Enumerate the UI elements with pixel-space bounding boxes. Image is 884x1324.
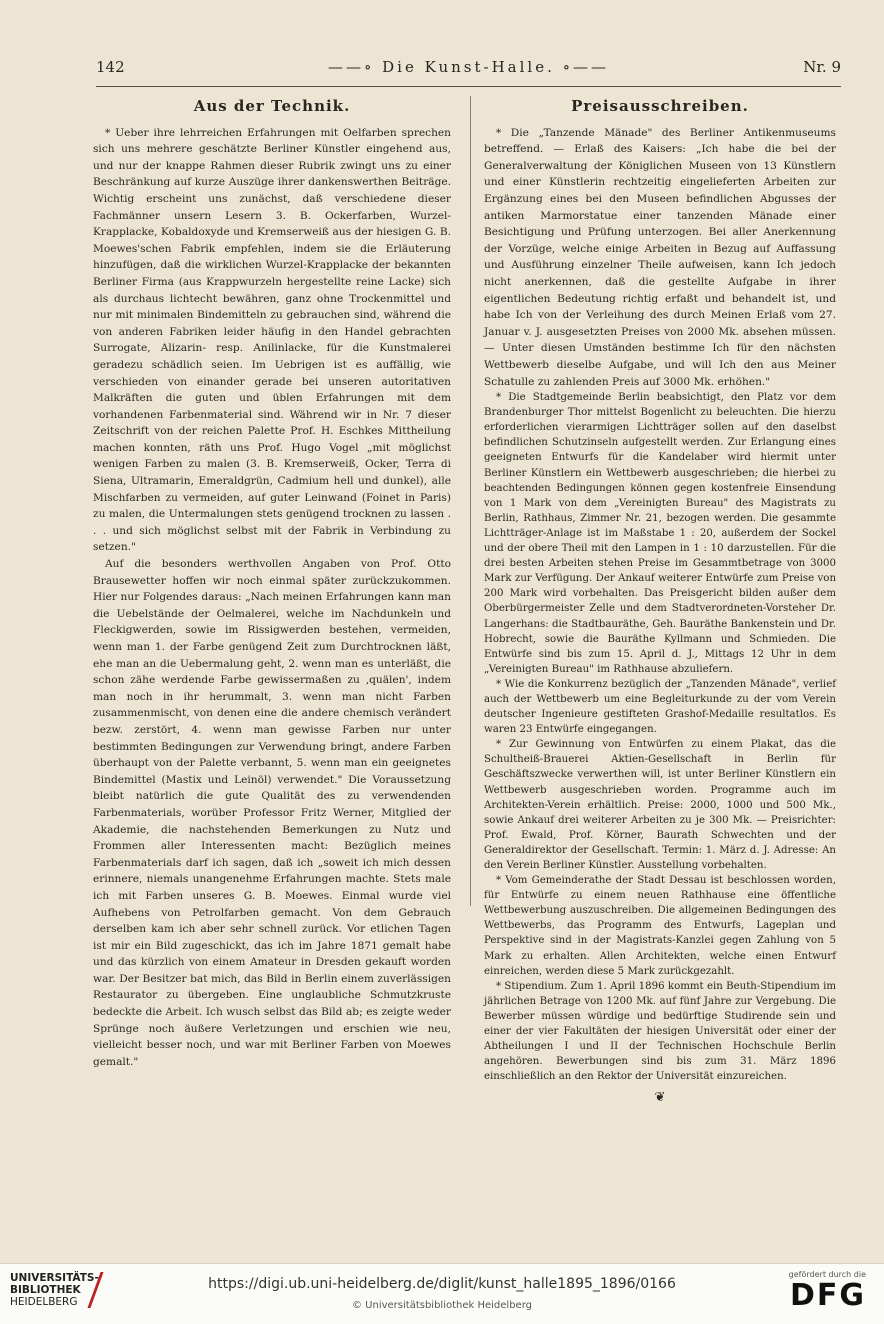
permalink-url[interactable]: https://digi.ub.uni-heidelberg.de/diglit/kunst_halle1895_1896/0166 bbox=[208, 1276, 676, 1292]
article-paragraph: * Ueber ihre lehrreichen Erfahrungen mit Oelfarben sprechen sich uns mehrere geschätzte Berliner Künstler eingehend aus, und nur der knappe Rahmen dieser Rubrik zwingt uns zu einer Beschränkung auf kurze Auszüge ihrer dankenswerthen Beiträge. Wichtig erscheint uns zunächst, daß verschiedene dieser Fachmänner unsern Lesern 3. B. Ockerfarben, Wurzel-Krapplacke, Kobaldoxyde und Kremserweiß aus der hiesigen G. B. Moewes'schen Fabrik empfehlen, indem sie die Erläuterung hinzufügen, daß die wirklichen Wurzel-Krapplacke der bekannten Berliner Firma (aus Krappwurzeln hergestellte reine Lacke) sich als durchaus lichtecht bewähren, ganz ohne Trockenmittel und nur mit minimalen Bindemitteln zu gebrauchen sind, während die von anderen Fabriken leider häufig in den Handel gebrachten Surrogate, Alizarin- resp. Anilinlacke, für die Kunstmalerei geradezu schädlich seien. Im Uebrigen ist es auffällig, wie verschieden von einander gerade bei unseren autoritativen Malkräften die guten und üblen Erfahrungen mit dem vorhandenen Farbenmaterial sind. Während wir in Nr. 7 dieser Zeitschrift von der reichen Palette Prof. H. Eschkes Mittheilung machen konnten, räth uns Prof. Hugo Vogel „mit möglichst wenigen Farben zu malen (3. B. Kremserweiß, Ocker, Terra di Siena, Ultramarin, Emeraldgrün, Cadmium hell und dunkel), alle Mischfarben zu vermeiden, auf guter Leinwand (Foinet in Paris) zu malen, die Untermalungen stets genügend trocknen zu lassen . . . und sich möglichst selbst mit der Fabrik in Verbindung zu setzen." bbox=[93, 126, 451, 554]
running-header bbox=[96, 58, 841, 82]
article-paragraph: Auf die besonders werthvollen Angaben von Prof. Otto Brausewetter hoffen wir noch einmal später zurückzukommen. Hier nur Folgendes daraus: „Nach meinen Erfahrungen kann man die Uebelstände der Oelmalerei, welche im Nachdunkeln und Fleckigwerden, sowie im Rissigwerden bestehen, vermeiden, wenn man 1. der Farbe genügend Zeit zum Durchtrocknen läßt, ehe man an die Uebermalung geht, 2. wenn man es unterläßt, die schon zähe werdende Farbe gewissermaßen zu ‚quälen', indem man noch in ihr herummalt, 3. wenn man nicht Farben zusammenmischt, von denen eine die andere chemisch verändert bezw. zerstört, 4. wenn man gewisse Farben nur unter bestimmten Bedingungen zur Verwendung bringt, andere Farben überhaupt von der Palette verbannt, 5. wenn man ein geeignetes Bindemittel (Mastix und Leinöl) verwendet." Die Voraussetzung bleibt natürlich die gute Qualität des zu verwendenden Farbenmaterials, worüber Professor Fritz Werner, Mitglied der Akademie, die nachstehenden Bemerkungen zu Nutz und Frommen aller Interessenten macht: Bezüglich meines Farbenmaterials darf ich sagen, daß ich „soweit ich mich dessen erinnere, niemals unangenehme Erfahrungen machte. Stets male ich mit Farben unseres G. B. Moewes. Einmal wurde viel Aufhebens von Petrolfarben gemacht. Von dem Gebrauch derselben kam ich aber sehr schnell zurück. Vor etlichen Tagen ist mir ein Bild zugeschickt, das ich im Jahre 1871 gemalt habe und das kürzlich von einem Amateur in Dresden gekauft worden war. Der Besitzer bat mich, das Bild in Berlin einem zuverlässigen Restaurator zu übergeben. Eine unglaubliche Schmutzkruste bedeckte die Arbeit. Ich wusch selbst das Bild ab; es zeigte weder Sprünge noch äußere Verletzungen und erschien wie neu, vielleicht besser noch, und war mit Berliner Farben von Moewes gemalt." bbox=[93, 558, 451, 1068]
viewer-footer bbox=[0, 1263, 884, 1324]
funding-caption: gefördert durch die bbox=[788, 1270, 866, 1279]
article-paragraph: * Die Stadtgemeinde Berlin beabsichtigt, den Platz vor dem Brandenburger Thor mittelst Bogenlicht zu beleuchten. Die hierzu erforderlichen vierarmigen Lichtträger sollen auf den daselbst befindlichen Schutzinseln aufgestellt werden. Zur Erlangung eines geeigneten Entwurfs für die Kandelaber wird hiermit unter Berliner Künstlern ein Wettbewerb ausgeschrieben; die hierbei zu beachtenden Bedingungen können gegen kostenfreie Einsendung von 1 Mark von dem „Vereinigten Bureau" des Magistrats zu Berlin, Rathhaus, Zimmer Nr. 21, bezogen werden. Die gesammte Lichtträger-Anlage ist im Maßstabe 1 : 20, außerdem der Sockel und der obere Theil mit den Lampen in 1 : 10 darzustellen. Für die drei besten Arbeiten stehen Preise im Gesammtbetrage von 3000 Mark zur Verfügung. Der Ankauf weiterer Entwürfe zum Preise von 200 Mark wird vorbehalten. Das Preisgericht bilden außer dem Oberbürgermeister Zelle und dem Stadtverordneten-Vorsteher Dr. Langerhans: die Stadtbauräthe, Geh. Bauräthe Bankenstein und Dr. Hobrecht, sowie die Bauräthe Kyllmann und Schmieden. Die Entwürfe sind bis zum 15. April d. J., Mittags 12 Uhr in dem „Vereinigten Bureau" im Rathhause abzuliefern. bbox=[484, 392, 836, 675]
library-name-line: UNIVERSITÄTS- bbox=[10, 1272, 99, 1284]
issue-number: Nr. 9 bbox=[803, 58, 841, 76]
dfg-wordmark: DFG bbox=[789, 1278, 866, 1313]
section-heading-technik: Aus der Technik. bbox=[193, 97, 351, 115]
article-paragraph: * Die „Tanzende Mänade" des Berliner Antikenmuseums betreffend. — Erlaß des Kaisers: „Ich habe die bei der Generalverwaltung der Königlichen Museen von 13 Künstlern und einer Künstlerin rechtzeitig eingelieferten Arbeiten zur Ergänzung eines bei den Museen befindlichen Abgusses der antiken Marmorstatue einer tanzenden Mänade einer Besichtigung und Prüfung unterzogen. Bei aller Anerkennung der Vorzüge, welche einige Arbeiten in Bezug auf Auffassung und Ausführung einzelner Theile aufweisen, kann Ich jedoch nicht anerkennen, daß die gestellte Aufgabe in ihrer eigentlichen Bedeutung richtig erfaßt und behandelt ist, und habe Ich von der Verleihung des durch Meinen Erlaß vom 27. Januar v. J. ausgesetzten Preises von 2000 Mk. absehen müssen. — Unter diesen Umständen bestimme Ich für den nächsten Wettbewerb dieselbe Aufgabe, und will Ich den aus Meiner Schatulle zu zahlenden Preis auf 3000 Mk. erhöhen." bbox=[484, 126, 836, 388]
article-paragraph: * Wie die Konkurrenz bezüglich der „Tanzenden Mänade", verlief auch der Wettbewerb um eine Begleiturkunde zu der vom Verein deutscher Ingenieure gestifteten Grashof-Medaille resultatlos. Es waren 23 Entwürfe eingegangen. bbox=[484, 678, 836, 736]
column-divider bbox=[470, 96, 471, 906]
article-paragraph: * Vom Gemeinderathe der Stadt Dessau ist beschlossen worden, für Entwürfe zu einem neuen Rathhause eine öffentliche Wettbewerbung auszuschreiben. Die allgemeinen Bedingungen des Wettbewerbs, das Programm des Entwurfs, Lageplan und Perspektive sind in der Magistrats-Kanzlei gegen Zahlung von 5 Mark zu erhalten. Allen Architekten, welche einen Entwurf einreichen, werden diese 5 Mark zurückgezahlt. bbox=[484, 875, 836, 977]
header-rule bbox=[96, 86, 841, 87]
page-number: 142 bbox=[96, 58, 125, 76]
end-ornament: ❦ bbox=[654, 1090, 666, 1106]
copyright-notice: © Universitätsbibliothek Heidelberg bbox=[351, 1300, 532, 1311]
article-paragraph: * Stipendium. Zum 1. April 1896 kommt ein Beuth-Stipendium im jährlichen Betrage von 1200 Mk. auf fünf Jahre zur Vergebung. Die Bewerber müssen würdige und bedürftige Studirende sein und einer der vier Fakultäten der hiesigen Universität oder einer der Abtheilungen I und II der Technischen Hochschule Berlin angehören. Bewerbungen sind bis zum 31. März 1896 einschließlich an den Rektor der Universität einzureichen. bbox=[484, 980, 836, 1083]
left-column bbox=[93, 98, 451, 1070]
dfg-logo[interactable] bbox=[776, 1270, 866, 1313]
library-name-line: BIBLIOTHEK bbox=[10, 1284, 81, 1296]
journal-title: ——∘ Die Kunst-Halle. ∘—— bbox=[328, 58, 609, 76]
section-heading-preisausschreiben: Preisausschreiben. bbox=[571, 97, 749, 115]
right-column bbox=[484, 98, 836, 1107]
library-name-line: HEIDELBERG bbox=[10, 1296, 78, 1308]
article-paragraph: * Zur Gewinnung von Entwürfen zu einem Plakat, das die Schultheiß-Brauerei Aktien-Gesellschaft in Berlin für Geschäftszwecke verwerthen will, ist unter Berliner Künstlern ein Wettbewerb ausgeschrieben worden. Programme auch im Architekten-Verein erhältlich. Preise: 2000, 1000 und 500 Mk., sowie Ankauf drei weiterer Arbeiten zu je 300 Mk. — Preisrichter: Prof. Ewald, Prof. Körner, Baurath Schwechten und der Generaldirektor der Gesellschaft. Termin: 1. März d. J. Adresse: An den Verein Berliner Künstler. Ausstellung vorbehalten. bbox=[484, 739, 836, 871]
